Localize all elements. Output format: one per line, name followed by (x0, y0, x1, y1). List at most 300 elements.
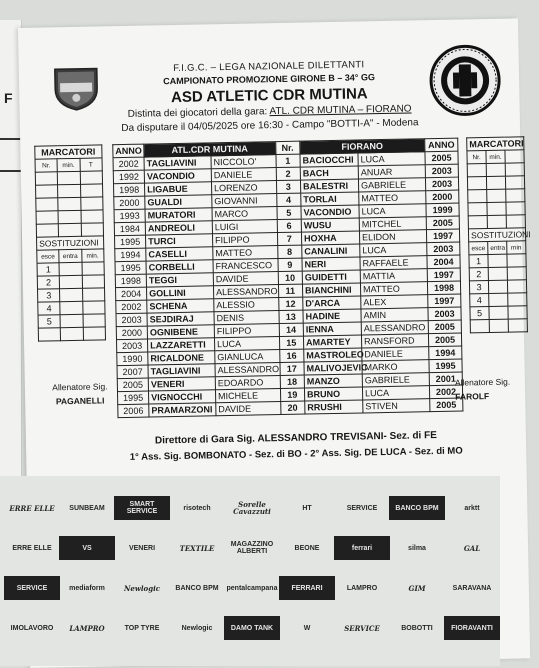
home-year: 2000 (114, 196, 145, 210)
sponsor-logo: arktt (464, 504, 480, 512)
sponsor-logo: W (303, 624, 311, 632)
away-substitution-cell (507, 280, 526, 293)
referee-line: Direttore di Gara Sig. ALESSANDRO TREVISANI- Sez. di FE (154, 430, 437, 447)
empty-cell (471, 345, 528, 359)
sostituzioni-subheader: min. (81, 249, 104, 262)
sponsor-board (0, 476, 500, 666)
away-substitution-cell (489, 306, 508, 319)
away-surname: WUSU (301, 218, 359, 232)
sponsor-row (0, 576, 500, 612)
home-firstname: DENIS (214, 311, 279, 325)
away-firstname: ANUAR (358, 165, 425, 179)
home-surname: SCHENA (147, 299, 214, 313)
sponsor-logo: TEXTILE (179, 543, 215, 553)
shirt-number: 10 (278, 271, 303, 284)
marcatori-subheader: Nr. (35, 159, 58, 172)
away-substitution-cell (508, 306, 527, 319)
spacer-cell (104, 288, 115, 301)
home-firstname: ALESSIO (214, 298, 279, 312)
marcatori-cell (36, 185, 59, 198)
substitution-cell (83, 314, 106, 327)
away-surname: CANALINI (302, 244, 360, 258)
spacer-cell (103, 223, 114, 236)
shirt-number: 16 (279, 349, 304, 362)
sponsor-logo: BANCO BPM (175, 584, 219, 592)
home-surname: SEJDIRAJ (147, 312, 214, 326)
sponsor-logo: LAMPRO (69, 623, 105, 633)
shirt-number: 3 (276, 180, 301, 193)
away-firstname: LUCA (359, 204, 426, 218)
away-substitution-cell (488, 267, 507, 280)
sponsor-logo: SERVICE (4, 576, 60, 600)
sponsor-logo: ERRE ELLE (9, 503, 55, 513)
spacer-cell (460, 242, 469, 255)
home-year: 1998 (113, 183, 144, 197)
marcatori-cell (59, 223, 82, 236)
away-substitution-cell (488, 254, 507, 267)
number-header: Nr. (275, 141, 300, 154)
away-firstname: MARKO (362, 360, 429, 374)
home-year: 2006 (118, 404, 149, 418)
away-firstname: MATTEO (359, 191, 426, 205)
spacer-cell (459, 190, 468, 203)
sponsor-logo: DAMO TANK (224, 616, 280, 640)
empty-cell (39, 353, 106, 367)
home-firstname: MATTEO (213, 246, 278, 260)
away-substitution-cell (507, 254, 526, 267)
spacer-cell (462, 359, 471, 372)
substitution-number: 1 (37, 263, 60, 276)
home-surname: MURATORI (145, 208, 212, 222)
atletic-cdr-mutina-logo (51, 64, 102, 111)
spacer-cell (460, 255, 469, 268)
substitution-cell (60, 314, 83, 327)
substitution-cell (59, 262, 82, 275)
away-year: 2003 (425, 164, 459, 178)
away-year: 2004 (427, 255, 461, 269)
marcatori-cell (58, 171, 81, 184)
home-surname: TURCI (146, 234, 213, 248)
spacer-cell (461, 307, 470, 320)
away-firstname: ALEX (361, 295, 428, 309)
sponsor-logo: VS (59, 536, 115, 560)
shirt-number: 7 (277, 232, 302, 245)
home-surname: OGNIBENE (147, 325, 214, 339)
shirt-number: 8 (277, 245, 302, 258)
sostituzioni-label: SOSTITUZIONI (37, 236, 104, 250)
away-firstname: MATTEO (360, 282, 427, 296)
away-sostituzioni-subheader: esce (469, 242, 488, 255)
shirt-number: 5 (277, 206, 302, 219)
home-firstname: LORENZO (211, 181, 276, 195)
away-substitution-cell (508, 293, 527, 306)
home-surname: CORBELLI (146, 260, 213, 274)
away-year: 2005 (428, 333, 462, 347)
away-year: 2003 (428, 307, 462, 321)
away-surname: NERI (302, 257, 360, 271)
home-firstname: GIANLUCA (215, 350, 280, 364)
marcatori-cell (58, 197, 81, 210)
championship-line: CAMPIONATO PROMOZIONE GIRONE B – 34° GG (163, 72, 375, 87)
away-substitution-number: 3 (470, 281, 489, 294)
away-coach-name: FAROLF (455, 391, 490, 402)
away-substitution-cell (489, 293, 508, 306)
spacer-cell (461, 320, 470, 333)
away-substitution-number: 1 (469, 255, 488, 268)
marcatori-cell (38, 328, 61, 341)
spacer-cell (461, 294, 470, 307)
sponsor-logo: MAGAZZINO ALBERTI (230, 541, 274, 555)
substitution-number: 4 (38, 302, 61, 315)
shirt-number: 2 (276, 167, 301, 180)
away-year: 2000 (425, 190, 459, 204)
substitution-cell (60, 301, 83, 314)
substitution-number: 5 (38, 315, 61, 328)
home-firstname: LUCA (214, 337, 279, 351)
sponsor-row (0, 536, 500, 572)
home-year: 1992 (113, 170, 144, 184)
sponsor-row (0, 496, 500, 532)
sponsor-logo: SERVICE (346, 504, 378, 512)
away-surname: HADINE (303, 309, 361, 323)
home-year: 2004 (115, 287, 146, 301)
home-firstname: FILIPPO (212, 233, 277, 247)
sponsor-logo: FIORAVANTI (444, 616, 500, 640)
away-team-header: FIORANO (300, 139, 425, 154)
sponsor-logo: TOP TYRE (124, 624, 160, 632)
federation-line: F.I.G.C. – LEGA NAZIONALE DILETTANTI (173, 59, 365, 75)
sponsor-logo: Sorelle Cavazzuti (233, 500, 271, 516)
home-surname: TAGLIAVINI (148, 364, 215, 378)
shirt-number: 4 (276, 193, 301, 206)
home-coach (35, 381, 125, 407)
sponsor-logo: Newlogic (123, 583, 161, 593)
home-firstname: DAVIDE (213, 272, 278, 286)
spacer-cell (459, 177, 468, 190)
away-firstname: MITCHEL (359, 217, 426, 231)
away-marcatori-subheader: min. (486, 150, 505, 163)
sostituzioni-subheader: entra (59, 249, 82, 262)
home-year: 1984 (114, 222, 145, 236)
away-marcatori-cell (487, 202, 506, 215)
spacer-cell (104, 275, 115, 288)
away-marcatori-cell (506, 215, 525, 228)
spacer-cell (103, 210, 114, 223)
spacer-cell (460, 268, 469, 281)
marcatori-cell (81, 210, 104, 223)
away-firstname: LUCA (358, 152, 425, 166)
shirt-number: 18 (280, 375, 305, 388)
sponsor-logo: BOBOTTI (401, 624, 433, 632)
away-sostituzioni-subheader: min (507, 241, 526, 254)
away-marcatori-cell (505, 163, 524, 176)
shirt-number: 6 (277, 219, 302, 232)
away-substitution-number: 4 (470, 294, 489, 307)
away-firstname: LUCA (362, 386, 429, 400)
sponsor-logo: SMART SERVICE (114, 496, 170, 520)
home-year: 1995 (117, 391, 148, 405)
shirt-number: 17 (280, 362, 305, 375)
substitution-cell (82, 301, 105, 314)
shirt-number: 1 (276, 154, 301, 167)
sponsor-logo: FERRARI (279, 576, 335, 600)
away-firstname: AMIN (361, 308, 428, 322)
back-sheet-rule (0, 170, 22, 172)
spacer-cell (106, 353, 117, 366)
marcatori-cell (80, 184, 103, 197)
spacer-cell (105, 327, 116, 340)
away-surname: TORLAI (301, 192, 359, 206)
spacer-cell (460, 229, 469, 242)
marcatori-subheader: min. (57, 158, 80, 171)
away-substitution-number: 5 (470, 307, 489, 320)
substitution-cell (82, 275, 105, 288)
substitution-cell (82, 262, 105, 275)
home-firstname: DAVIDE (216, 402, 281, 416)
home-surname: ANDREOLI (145, 221, 212, 235)
home-firstname: FILIPPO (214, 324, 279, 338)
home-year: 1994 (115, 248, 146, 262)
away-marcatori-cell (468, 203, 487, 216)
sponsor-logo: LAMPRO (346, 584, 378, 592)
home-coach-name: PAGANELLI (55, 395, 105, 407)
substitution-cell (60, 288, 83, 301)
away-year: 2005 (429, 398, 463, 412)
sponsor-logo: ERRE ELLE (12, 544, 52, 552)
sponsor-logo: HT (302, 504, 312, 512)
home-firstname: NICCOLO' (211, 155, 276, 169)
away-year: 2005 (425, 151, 459, 165)
spacer-cell (462, 333, 471, 346)
sponsor-logo: ferrari (334, 536, 390, 560)
marcatori-cell (83, 327, 106, 340)
home-surname: CASELLI (146, 247, 213, 261)
away-marcatori-cell (468, 190, 487, 203)
sponsor-logo: GIM (408, 583, 426, 593)
away-surname: MALIVOJEVIC (304, 361, 362, 375)
home-surname: VIGNOCCHI (149, 390, 216, 404)
away-year: 2005 (426, 216, 460, 230)
back-sheet-fragment: F (4, 90, 13, 106)
spacer-cell (103, 197, 114, 210)
home-firstname: ALESSANDRO (213, 285, 278, 299)
substitution-cell (82, 288, 105, 301)
marcatori-cell (81, 223, 104, 236)
empty-cell (471, 358, 528, 372)
away-surname: RRUSHI (305, 400, 363, 414)
spacer-cell (106, 366, 117, 379)
home-surname: TAGLIAVINI (144, 156, 211, 170)
home-year: 2002 (113, 157, 144, 171)
home-surname: GOLLINI (147, 286, 214, 300)
spacer-cell (458, 138, 467, 151)
away-year: 1997 (426, 229, 460, 243)
home-firstname: LUIGI (212, 220, 277, 234)
spacer-cell (458, 164, 467, 177)
home-surname: RICALDONE (148, 351, 215, 365)
sponsor-logo: SERVICE (344, 623, 380, 633)
marcatori-subheader: T (80, 158, 103, 171)
away-year: 2003 (426, 242, 460, 256)
marcatori-cell (58, 184, 81, 197)
marcatori-cell (58, 210, 81, 223)
home-firstname: FRANCESCO (213, 259, 278, 273)
home-year: 2003 (116, 339, 147, 353)
shirt-number: 13 (279, 310, 304, 323)
away-marcatori-cell (468, 216, 487, 229)
spacer-cell (107, 405, 118, 418)
spacer-cell (102, 171, 113, 184)
away-surname: MASTROLEO (304, 348, 362, 362)
spacer-cell (105, 314, 116, 327)
away-firstname: RAFFAELE (360, 256, 427, 270)
away-surname: VACONDIO (301, 205, 359, 219)
sponsor-logo: risotech (183, 504, 211, 512)
away-firstname: ALESSANDRO (361, 321, 428, 335)
away-firstname: STIVEN (363, 399, 430, 413)
sponsor-logo: BANCO BPM (389, 496, 445, 520)
sponsor-logo: GAL (463, 543, 481, 553)
away-firstname: RANSFORD (361, 334, 428, 348)
away-surname: GUIDETTI (302, 270, 360, 284)
away-substitution-cell (488, 280, 507, 293)
spacer-cell (105, 340, 116, 353)
marcatori-cell (36, 198, 59, 211)
empty-cell (40, 405, 107, 419)
shirt-number: 9 (278, 258, 303, 271)
away-marcatori-cell (506, 189, 525, 202)
sponsor-logo: VENERI (128, 544, 156, 552)
home-year: 1990 (117, 352, 148, 366)
assistants-line: 1° Ass. Sig. BOMBONATO - Sez. di BO - 2° Ass. Sig. DE LUCA - Sez. di MO (129, 445, 463, 463)
away-marcatori-cell (489, 319, 508, 332)
away-substitution-cell (507, 267, 526, 280)
away-coach (455, 376, 525, 401)
away-marcatori-cell (487, 189, 506, 202)
spacer-cell (104, 262, 115, 275)
away-marcatori-cell (470, 320, 489, 333)
home-year: 1995 (115, 261, 146, 275)
away-surname: D'ARCA (303, 296, 361, 310)
away-year: 2001 (429, 372, 463, 386)
away-firstname: GABRIELE (362, 373, 429, 387)
shirt-number: 12 (278, 297, 303, 310)
away-marcatori-cell (505, 176, 524, 189)
away-marcatori-cell (505, 150, 524, 163)
shirt-number: 11 (278, 284, 303, 297)
away-marcatori-cell (468, 177, 487, 190)
home-year: 1995 (114, 235, 145, 249)
away-year: 1998 (427, 281, 461, 295)
spacer-cell (102, 184, 113, 197)
away-surname: BACIOCCHI (300, 153, 358, 167)
away-surname: BRUNO (304, 387, 362, 401)
sponsor-logo: Newlogic (181, 624, 213, 632)
distinta-label: Distinta dei giocatori della gara: (127, 106, 268, 120)
empty-cell (39, 340, 106, 354)
away-marcatori-cell (487, 215, 506, 228)
away-coach-label: Allenatore Sig. (454, 376, 511, 388)
marcatori-cell (36, 211, 59, 224)
substitution-number: 3 (38, 289, 61, 302)
home-firstname: GIOVANNI (212, 194, 277, 208)
home-surname: TEGGI (146, 273, 213, 287)
back-sheet-rule (0, 138, 22, 140)
home-firstname: ALESSANDRO (215, 363, 280, 377)
home-surname: VACONDIO (144, 169, 211, 183)
sponsor-logo: IMOLAVORO (10, 624, 54, 632)
away-marcatori-subheader: Nr. (467, 151, 486, 164)
away-surname: BIANCHINI (302, 283, 360, 297)
away-year: 2005 (428, 320, 462, 334)
away-substitution-number: 2 (469, 268, 488, 281)
spacer-cell (102, 145, 113, 158)
marcatori-cell (61, 327, 84, 340)
away-surname: MANZO (304, 374, 362, 388)
home-surname: GUALDI (145, 195, 212, 209)
home-surname: VENERI (148, 377, 215, 391)
sponsor-logo: BEONE (294, 544, 320, 552)
away-marcatori-cell (486, 176, 505, 189)
away-year: 1994 (428, 346, 462, 360)
away-year: 1999 (426, 203, 460, 217)
home-surname: PRAMARZONI (149, 403, 216, 417)
home-year: 1998 (115, 274, 146, 288)
away-year: 1995 (429, 359, 463, 373)
spacer-cell (104, 249, 115, 262)
away-firstname: GABRIELE (358, 178, 425, 192)
marcatori-cell (80, 171, 103, 184)
home-year-header: ANNO (113, 144, 144, 158)
home-year: 2002 (116, 300, 147, 314)
spacer-cell (461, 281, 470, 294)
away-marcatori-cell (508, 319, 527, 332)
home-firstname: EDOARDO (215, 376, 280, 390)
marcatori-cell (35, 172, 58, 185)
marcatori-cell (36, 224, 59, 237)
sostituzioni-subheader: esce (37, 250, 60, 263)
substitution-cell (60, 275, 83, 288)
home-year: 1993 (114, 209, 145, 223)
away-surname: IENNA (303, 322, 361, 336)
away-firstname: ELIDON (359, 230, 426, 244)
away-sostituzioni-subheader: entra (488, 241, 507, 254)
spacer-cell (462, 346, 471, 359)
team-title: ASD ATLETIC CDR MUTINA (170, 85, 368, 107)
marcatori-cell (80, 197, 103, 210)
home-team-header: ATL.CDR MUTINA (144, 142, 276, 158)
home-year: 2007 (117, 365, 148, 379)
away-surname: BALESTRI (301, 179, 359, 193)
away-year: 1997 (427, 294, 461, 308)
shirt-number: 19 (280, 388, 305, 401)
shirt-number: 15 (279, 336, 304, 349)
away-year: 2003 (425, 177, 459, 191)
match-name: ATL. CDR MUTINA – FIORANO (269, 103, 412, 118)
spacer-cell (105, 301, 116, 314)
home-surname: LIGABUE (145, 182, 212, 196)
sponsor-logo: mediaform (69, 584, 105, 592)
home-coach-label: Allenatore Sig. (52, 381, 108, 393)
marcatori-header: MARCATORI (35, 145, 102, 159)
sponsor-row (0, 616, 500, 652)
away-marcatori-cell (486, 163, 505, 176)
away-firstname: MATTIA (360, 269, 427, 283)
spacer-cell (459, 216, 468, 229)
home-firstname: DANIELE (211, 168, 276, 182)
away-surname: HOXHA (302, 231, 360, 245)
empty-cell (39, 366, 106, 380)
